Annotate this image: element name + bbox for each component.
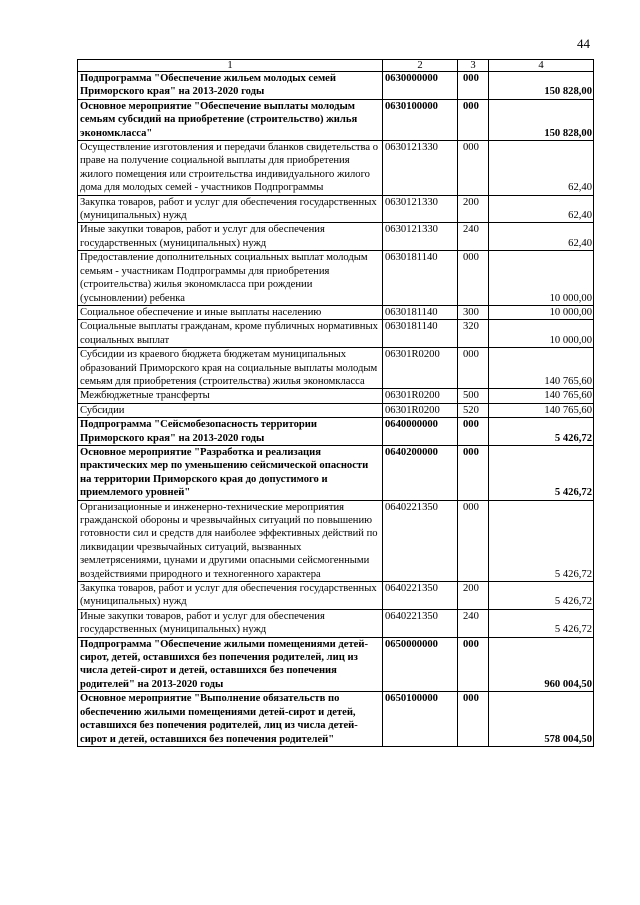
table-row: [78, 348, 594, 389]
row-name-cell: Основное мероприятие "Разработка и реализация практических мер по уменьшению сейсмической опасности на территории Приморского края до допустимого и приемлемого уровней": [78, 445, 383, 500]
row-code-cell: 0640221350: [383, 500, 458, 581]
table-row: [78, 609, 594, 637]
row-amount-cell: 150 828,00: [489, 99, 594, 140]
row-code-cell: 06301R0200: [383, 389, 458, 403]
row-type-cell: 000: [458, 141, 489, 196]
row-name-cell: Межбюджетные трансферты: [78, 389, 383, 403]
row-type-cell: 000: [458, 72, 489, 100]
table-row: [78, 500, 594, 581]
table-row: [78, 305, 594, 319]
row-amount-cell: 5 426,72: [489, 582, 594, 610]
table-row: [78, 403, 594, 417]
row-name-cell: Иные закупки товаров, работ и услуг для обеспечения государственных (муниципальных) нужд: [78, 609, 383, 637]
table-row: [78, 389, 594, 403]
row-type-cell: 240: [458, 609, 489, 637]
row-code-cell: 06301R0200: [383, 403, 458, 417]
row-amount-cell: 960 004,50: [489, 637, 594, 692]
table-row: [78, 445, 594, 500]
page-number: 44: [577, 36, 590, 51]
table-row: [78, 692, 594, 747]
row-name-cell: Социальное обеспечение и иные выплаты населению: [78, 305, 383, 319]
row-type-cell: 300: [458, 305, 489, 319]
row-amount-cell: 140 765,60: [489, 403, 594, 417]
row-amount-cell: 10 000,00: [489, 320, 594, 348]
table-header-row: [78, 60, 594, 72]
row-name-cell: Иные закупки товаров, работ и услуг для обеспечения государственных (муниципальных) нужд: [78, 223, 383, 251]
row-name-cell: Субсидии: [78, 403, 383, 417]
row-type-cell: 000: [458, 99, 489, 140]
row-type-cell: 000: [458, 251, 489, 306]
row-name-cell: Подпрограмма "Сейсмобезопасность территории Приморского края" на 2013-2020 годы: [78, 418, 383, 446]
row-code-cell: 06301R0200: [383, 348, 458, 389]
row-name-cell: Закупка товаров, работ и услуг для обеспечения государственных (муниципальных) нужд: [78, 582, 383, 610]
row-amount-cell: 150 828,00: [489, 72, 594, 100]
row-type-cell: 000: [458, 418, 489, 446]
table-row: [78, 72, 594, 100]
row-type-cell: 240: [458, 223, 489, 251]
table-row: [78, 99, 594, 140]
row-name-cell: Осуществление изготовления и передачи бланков свидетельства о праве на получение социальной выплаты для приобретения жилого помещения или строительства индивидуального жилого дома для молодых семей - участников Подпрограммы: [78, 141, 383, 196]
row-amount-cell: 10 000,00: [489, 305, 594, 319]
row-code-cell: 0630181140: [383, 305, 458, 319]
row-amount-cell: 578 004,50: [489, 692, 594, 747]
row-type-cell: 000: [458, 445, 489, 500]
row-type-cell: 200: [458, 195, 489, 223]
row-amount-cell: 5 426,72: [489, 445, 594, 500]
column-header: 2: [383, 60, 458, 72]
row-type-cell: 520: [458, 403, 489, 417]
table-row: [78, 637, 594, 692]
row-code-cell: 0630121330: [383, 141, 458, 196]
budget-table: [77, 59, 594, 747]
row-name-cell: Закупка товаров, работ и услуг для обеспечения государственных (муниципальных) нужд: [78, 195, 383, 223]
row-name-cell: Социальные выплаты гражданам, кроме публичных нормативных социальных выплат: [78, 320, 383, 348]
row-code-cell: 0650100000: [383, 692, 458, 747]
row-type-cell: 000: [458, 500, 489, 581]
table-row: [78, 582, 594, 610]
row-name-cell: Основное мероприятие "Обеспечение выплаты молодым семьям субсидий на приобретение (строительство) жилья экономкласса": [78, 99, 383, 140]
row-name-cell: Подпрограмма "Обеспечение жилыми помещениями детей-сирот, детей, оставшихся без попечения родителей, лиц из числа детей-сирот и детей, оставшихся без попечения родителей" на 2013-2020 годы: [78, 637, 383, 692]
column-header: 4: [489, 60, 594, 72]
row-amount-cell: 62,40: [489, 223, 594, 251]
row-code-cell: 0630100000: [383, 99, 458, 140]
row-type-cell: 200: [458, 582, 489, 610]
row-code-cell: 0630181140: [383, 320, 458, 348]
row-amount-cell: 62,40: [489, 195, 594, 223]
row-code-cell: 0640200000: [383, 445, 458, 500]
table-row: [78, 223, 594, 251]
row-amount-cell: 10 000,00: [489, 251, 594, 306]
row-amount-cell: 62,40: [489, 141, 594, 196]
row-name-cell: Основное мероприятие "Выполнение обязательств по обеспечению жилыми помещениями детей-сирот и детей, оставшихся без попечения родителей, лиц из числа детей-сирот и детей, оставшихся без попечения родителей": [78, 692, 383, 747]
row-type-cell: 000: [458, 637, 489, 692]
row-code-cell: 0640221350: [383, 582, 458, 610]
row-code-cell: 0630121330: [383, 195, 458, 223]
table-row: [78, 418, 594, 446]
table-row: [78, 320, 594, 348]
row-type-cell: 000: [458, 692, 489, 747]
row-code-cell: 0650000000: [383, 637, 458, 692]
row-amount-cell: 5 426,72: [489, 609, 594, 637]
row-name-cell: Субсидии из краевого бюджета бюджетам муниципальных образований Приморского края на социальные выплаты молодым семьям для приобретения (строительства) жилья экономкласса: [78, 348, 383, 389]
row-code-cell: 0640221350: [383, 609, 458, 637]
table-row: [78, 141, 594, 196]
table-row: [78, 251, 594, 306]
row-code-cell: 0630000000: [383, 72, 458, 100]
row-code-cell: 0640000000: [383, 418, 458, 446]
row-amount-cell: 5 426,72: [489, 500, 594, 581]
row-name-cell: Подпрограмма "Обеспечение жильем молодых семей Приморского края" на 2013-2020 годы: [78, 72, 383, 100]
table-row: [78, 195, 594, 223]
row-amount-cell: 140 765,60: [489, 389, 594, 403]
row-name-cell: Предоставление дополнительных социальных выплат молодым семьям - участникам Подпрограммы для приобретения (строительства) жилья экономкласса при рождении (усыновлении) ребенка: [78, 251, 383, 306]
row-type-cell: 000: [458, 348, 489, 389]
row-name-cell: Организационные и инженерно-технические мероприятия гражданской обороны и чрезвычайных ситуаций по повышению готовности сил и средств для наиболее эффективных действий по ликвидации чрезвычайных ситуаций, вызванных землетрясениями, цунами и другими опасными сейсмогенными воздействиями природного и техногенного характера: [78, 500, 383, 581]
column-header: 3: [458, 60, 489, 72]
row-code-cell: 0630121330: [383, 223, 458, 251]
row-amount-cell: 140 765,60: [489, 348, 594, 389]
column-header: 1: [78, 60, 383, 72]
row-type-cell: 500: [458, 389, 489, 403]
row-code-cell: 0630181140: [383, 251, 458, 306]
row-amount-cell: 5 426,72: [489, 418, 594, 446]
row-type-cell: 320: [458, 320, 489, 348]
